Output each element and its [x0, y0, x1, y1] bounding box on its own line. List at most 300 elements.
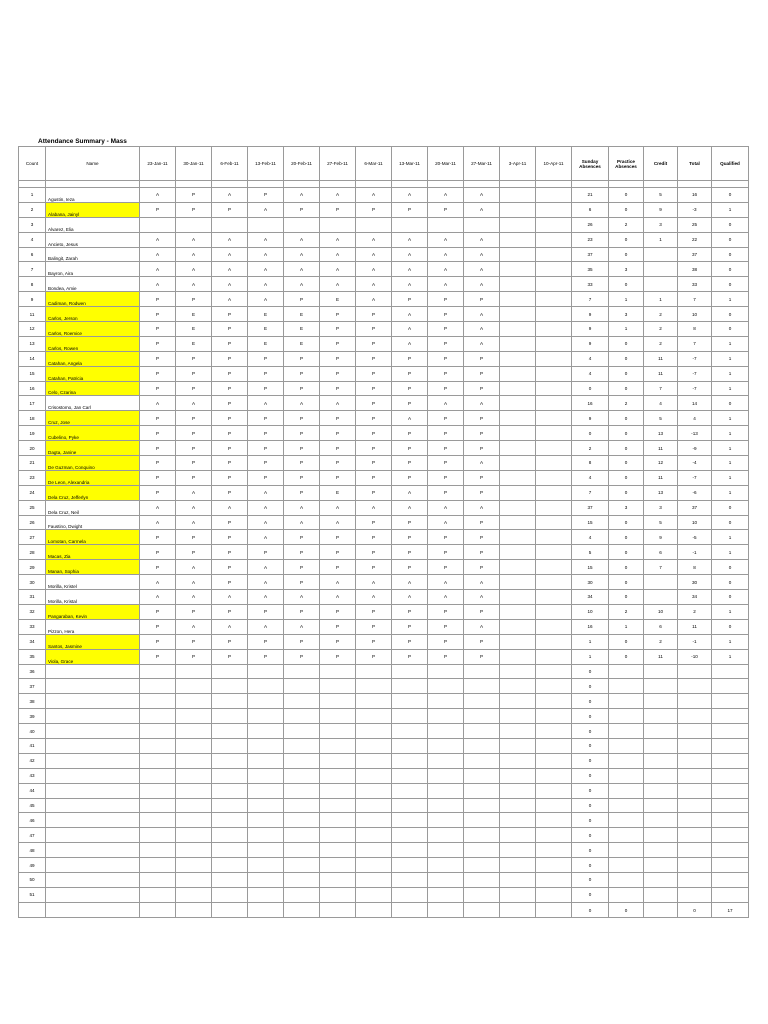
attendance-cell: [356, 798, 392, 813]
name-cell: Pizzon, Hera: [46, 619, 140, 634]
count-cell: 14: [19, 351, 46, 366]
count-cell: 25: [19, 500, 46, 515]
attendance-cell: A: [428, 500, 464, 515]
sunday-absences-cell: 0: [572, 768, 609, 783]
count-cell: 1: [19, 188, 46, 203]
name-cell: Alabana, Jainyl: [46, 202, 140, 217]
attendance-cell: [320, 843, 356, 858]
qualified-cell: [712, 858, 749, 873]
attendance-cell: P: [392, 560, 428, 575]
attendance-cell: A: [464, 322, 500, 337]
attendance-cell: A: [176, 515, 212, 530]
attendance-cell: A: [428, 396, 464, 411]
attendance-cell: [140, 798, 176, 813]
attendance-cell: P: [392, 604, 428, 619]
qualified-cell: [712, 753, 749, 768]
empty-cell: [248, 902, 284, 918]
attendance-cell: A: [284, 188, 320, 203]
name-cell: [46, 783, 140, 798]
name-cell: Carlos, Roemice: [46, 322, 140, 337]
attendance-cell: A: [320, 262, 356, 277]
attendance-cell: [500, 738, 536, 753]
attendance-cell: P: [248, 366, 284, 381]
attendance-cell: [320, 694, 356, 709]
attendance-cell: [536, 530, 572, 545]
empty-cell: [19, 902, 46, 918]
attendance-cell: [212, 798, 248, 813]
attendance-cell: [428, 753, 464, 768]
total-cell: [678, 887, 712, 902]
table-row: [19, 828, 749, 843]
attendance-cell: [428, 828, 464, 843]
count-cell: 32: [19, 604, 46, 619]
practice-absences-cell: 0: [609, 441, 644, 456]
name-cell: Manan, Sophia: [46, 560, 140, 575]
attendance-cell: [212, 887, 248, 902]
attendance-cell: P: [176, 441, 212, 456]
attendance-cell: P: [284, 411, 320, 426]
credit-cell: 2: [644, 322, 678, 337]
attendance-cell: [536, 768, 572, 783]
attendance-cell: [464, 843, 500, 858]
attendance-cell: [500, 262, 536, 277]
table-row: [19, 396, 749, 411]
attendance-cell: P: [392, 202, 428, 217]
attendance-cell: A: [464, 336, 500, 351]
name-cell: Cadiman, Rodwen: [46, 292, 140, 307]
qualified-count: 17: [712, 902, 749, 918]
credit-cell: 9: [644, 530, 678, 545]
empty-cell: [284, 902, 320, 918]
attendance-cell: A: [320, 500, 356, 515]
attendance-cell: P: [428, 619, 464, 634]
attendance-cell: [536, 247, 572, 262]
table-row: [19, 202, 749, 217]
practice-absences-cell: 0: [609, 560, 644, 575]
attendance-cell: P: [356, 441, 392, 456]
attendance-cell: [464, 783, 500, 798]
attendance-cell: [212, 768, 248, 783]
attendance-cell: [284, 783, 320, 798]
attendance-cell: [464, 679, 500, 694]
sunday-absences-cell: 0: [572, 709, 609, 724]
attendance-cell: A: [176, 485, 212, 500]
attendance-cell: P: [464, 426, 500, 441]
credit-cell: [644, 843, 678, 858]
attendance-cell: P: [140, 336, 176, 351]
attendance-cell: [248, 694, 284, 709]
qualified-cell: 1: [712, 426, 749, 441]
attendance-cell: P: [284, 202, 320, 217]
attendance-cell: [464, 753, 500, 768]
attendance-cell: P: [356, 456, 392, 471]
attendance-cell: P: [176, 649, 212, 664]
attendance-cell: A: [212, 619, 248, 634]
attendance-cell: P: [284, 604, 320, 619]
attendance-cell: P: [140, 619, 176, 634]
count-cell: 31: [19, 590, 46, 605]
count-cell: 36: [19, 664, 46, 679]
name-cell: [46, 664, 140, 679]
count-cell: 16: [19, 381, 46, 396]
attendance-cell: A: [428, 247, 464, 262]
name-cell: Carlos, Rowen: [46, 336, 140, 351]
attendance-cell: [392, 753, 428, 768]
practice-absences-cell: 1: [609, 322, 644, 337]
attendance-cell: [356, 738, 392, 753]
attendance-cell: [500, 500, 536, 515]
credit-total: [644, 902, 678, 918]
attendance-cell: P: [320, 470, 356, 485]
credit-cell: 11: [644, 441, 678, 456]
attendance-cell: [176, 813, 212, 828]
table-row: [19, 530, 749, 545]
attendance-cell: [320, 887, 356, 902]
empty-cell: [500, 902, 536, 918]
attendance-cell: P: [392, 619, 428, 634]
attendance-cell: [536, 515, 572, 530]
attendance-cell: [320, 783, 356, 798]
empty-cell: [644, 181, 678, 188]
attendance-cell: P: [356, 485, 392, 500]
attendance-cell: [536, 262, 572, 277]
attendance-cell: A: [464, 619, 500, 634]
attendance-cell: [464, 664, 500, 679]
sunday-absences-cell: 0: [572, 724, 609, 739]
attendance-cell: A: [392, 277, 428, 292]
attendance-cell: [284, 828, 320, 843]
practice-absences-cell: [609, 694, 644, 709]
count-cell: 45: [19, 798, 46, 813]
credit-cell: [644, 590, 678, 605]
practice-absences-cell: 0: [609, 545, 644, 560]
attendance-cell: P: [392, 530, 428, 545]
name-cell: Bondea, Amie: [46, 277, 140, 292]
attendance-cell: A: [284, 247, 320, 262]
attendance-cell: [248, 887, 284, 902]
attendance-cell: [356, 768, 392, 783]
attendance-cell: [536, 604, 572, 619]
attendance-cell: P: [320, 545, 356, 560]
empty-cell: [464, 902, 500, 918]
attendance-cell: P: [212, 530, 248, 545]
attendance-cell: [464, 858, 500, 873]
attendance-cell: [536, 694, 572, 709]
attendance-cell: [248, 753, 284, 768]
practice-absences-cell: 0: [609, 515, 644, 530]
attendance-cell: E: [284, 336, 320, 351]
attendance-cell: A: [176, 619, 212, 634]
attendance-cell: [356, 694, 392, 709]
practice-absences-cell: 0: [609, 456, 644, 471]
practice-absences-cell: 0: [609, 470, 644, 485]
attendance-cell: E: [320, 292, 356, 307]
sunday-absences-cell: 0: [572, 381, 609, 396]
name-cell: [46, 679, 140, 694]
attendance-cell: A: [284, 500, 320, 515]
column-header: 20-Feb-11: [284, 147, 320, 181]
table-row: [19, 694, 749, 709]
attendance-cell: A: [392, 262, 428, 277]
sunday-absences-cell: 1: [572, 634, 609, 649]
attendance-cell: P: [428, 470, 464, 485]
count-cell: 18: [19, 411, 46, 426]
attendance-cell: [464, 768, 500, 783]
attendance-cell: [284, 872, 320, 887]
practice-absences-cell: 0: [609, 590, 644, 605]
credit-cell: 11: [644, 470, 678, 485]
attendance-cell: [248, 679, 284, 694]
attendance-cell: [536, 366, 572, 381]
attendance-cell: [536, 307, 572, 322]
credit-cell: 2: [644, 336, 678, 351]
sunday-absences-cell: 33: [572, 277, 609, 292]
credit-cell: 6: [644, 619, 678, 634]
attendance-cell: [320, 858, 356, 873]
attendance-cell: [464, 798, 500, 813]
attendance-cell: A: [356, 590, 392, 605]
total-cell: 14: [678, 396, 712, 411]
attendance-cell: [428, 664, 464, 679]
total-cell: -3: [678, 202, 712, 217]
attendance-cell: P: [356, 411, 392, 426]
practice-absences-cell: 2: [609, 217, 644, 232]
empty-cell: [678, 181, 712, 188]
attendance-cell: A: [176, 232, 212, 247]
attendance-cell: P: [284, 456, 320, 471]
attendance-cell: P: [140, 485, 176, 500]
attendance-cell: A: [464, 456, 500, 471]
attendance-cell: [176, 679, 212, 694]
qualified-cell: 1: [712, 530, 749, 545]
table-row: [19, 783, 749, 798]
sunday-absences-cell: 34: [572, 590, 609, 605]
practice-absences-cell: [609, 709, 644, 724]
attendance-cell: P: [428, 292, 464, 307]
table-row: [19, 485, 749, 500]
attendance-cell: [500, 232, 536, 247]
attendance-cell: A: [356, 277, 392, 292]
attendance-cell: P: [140, 366, 176, 381]
attendance-cell: P: [176, 634, 212, 649]
table-row: [19, 619, 749, 634]
attendance-cell: [500, 336, 536, 351]
attendance-cell: [320, 828, 356, 843]
attendance-cell: P: [140, 545, 176, 560]
attendance-cell: [464, 217, 500, 232]
attendance-cell: A: [140, 500, 176, 515]
credit-cell: 1: [644, 292, 678, 307]
sunday-absences-cell: 9: [572, 336, 609, 351]
count-cell: 33: [19, 619, 46, 634]
empty-cell: [428, 902, 464, 918]
qualified-cell: 1: [712, 604, 749, 619]
attendance-cell: P: [464, 441, 500, 456]
attendance-cell: A: [464, 202, 500, 217]
attendance-cell: [320, 768, 356, 783]
attendance-cell: E: [176, 336, 212, 351]
attendance-cell: [500, 307, 536, 322]
qualified-cell: 0: [712, 322, 749, 337]
attendance-cell: [284, 694, 320, 709]
attendance-cell: [392, 664, 428, 679]
sunday-absences-cell: 0: [572, 858, 609, 873]
attendance-cell: [500, 530, 536, 545]
name-cell: De Guzman, Conquino: [46, 456, 140, 471]
attendance-cell: A: [212, 277, 248, 292]
qualified-cell: [712, 664, 749, 679]
attendance-cell: A: [356, 292, 392, 307]
attendance-cell: P: [284, 441, 320, 456]
attendance-cell: [284, 724, 320, 739]
attendance-cell: [140, 828, 176, 843]
attendance-cell: [500, 247, 536, 262]
attendance-cell: P: [356, 322, 392, 337]
attendance-cell: [536, 590, 572, 605]
attendance-cell: [500, 768, 536, 783]
attendance-cell: P: [392, 441, 428, 456]
qualified-cell: 1: [712, 351, 749, 366]
empty-cell: [320, 181, 356, 188]
attendance-cell: P: [464, 634, 500, 649]
attendance-cell: [392, 843, 428, 858]
qualified-cell: [712, 843, 749, 858]
column-header: Sunday Absences: [572, 147, 609, 181]
sunday-absences-cell: 15: [572, 560, 609, 575]
total-cell: -9: [678, 441, 712, 456]
table-row: [19, 217, 749, 232]
attendance-cell: A: [320, 232, 356, 247]
sunday-absences-cell: 0: [572, 798, 609, 813]
attendance-cell: A: [464, 307, 500, 322]
attendance-cell: [392, 887, 428, 902]
qualified-cell: 0: [712, 262, 749, 277]
attendance-cell: P: [176, 202, 212, 217]
column-header: 30-Jan-11: [176, 147, 212, 181]
empty-cell: [392, 181, 428, 188]
attendance-cell: [536, 798, 572, 813]
name-cell: De Leon, Alexandria: [46, 470, 140, 485]
attendance-cell: P: [212, 202, 248, 217]
sunday-absences-cell: 35: [572, 262, 609, 277]
attendance-cell: P: [176, 530, 212, 545]
attendance-cell: P: [176, 366, 212, 381]
sheet-title: Attendance Summary - Mass: [38, 138, 127, 145]
attendance-cell: A: [248, 590, 284, 605]
attendance-cell: P: [428, 366, 464, 381]
totals-row: [19, 902, 749, 918]
table-row: [19, 843, 749, 858]
credit-cell: 13: [644, 426, 678, 441]
attendance-cell: [500, 664, 536, 679]
column-header: 10-Apr-11: [536, 147, 572, 181]
name-cell: Alvarez, Elia: [46, 217, 140, 232]
qualified-cell: 1: [712, 634, 749, 649]
attendance-cell: A: [176, 560, 212, 575]
practice-absences-cell: 0: [609, 530, 644, 545]
total-cell: 11: [678, 619, 712, 634]
practice-absences-cell: 1: [609, 619, 644, 634]
attendance-cell: P: [428, 634, 464, 649]
attendance-cell: [428, 217, 464, 232]
attendance-cell: P: [212, 456, 248, 471]
attendance-cell: [140, 858, 176, 873]
count-cell: 13: [19, 336, 46, 351]
attendance-cell: [356, 828, 392, 843]
attendance-cell: P: [464, 411, 500, 426]
attendance-cell: P: [284, 530, 320, 545]
attendance-cell: P: [320, 336, 356, 351]
attendance-cell: P: [428, 381, 464, 396]
attendance-cell: A: [392, 575, 428, 590]
credit-cell: [644, 694, 678, 709]
attendance-cell: [500, 381, 536, 396]
attendance-cell: [320, 753, 356, 768]
qualified-cell: [712, 798, 749, 813]
attendance-cell: P: [284, 649, 320, 664]
attendance-cell: [428, 724, 464, 739]
table-row: [19, 426, 749, 441]
empty-cell: [464, 181, 500, 188]
count-cell: 27: [19, 530, 46, 545]
credit-cell: 3: [644, 500, 678, 515]
sunday-absences-cell: 0: [572, 872, 609, 887]
name-cell: Ancieto, Jesus: [46, 232, 140, 247]
attendance-cell: [536, 634, 572, 649]
practice-absences-cell: 0: [609, 575, 644, 590]
total-cell: -7: [678, 470, 712, 485]
attendance-cell: [356, 887, 392, 902]
total-cell: -7: [678, 381, 712, 396]
attendance-cell: P: [176, 351, 212, 366]
attendance-cell: A: [176, 500, 212, 515]
qualified-cell: 0: [712, 575, 749, 590]
attendance-cell: P: [392, 634, 428, 649]
attendance-cell: [140, 768, 176, 783]
empty-cell: [140, 902, 176, 918]
column-header: Credit: [644, 147, 678, 181]
attendance-cell: [536, 396, 572, 411]
count-cell: 44: [19, 783, 46, 798]
qualified-cell: [712, 768, 749, 783]
attendance-cell: [500, 813, 536, 828]
practice-absences-cell: [609, 828, 644, 843]
total-cell: -13: [678, 426, 712, 441]
name-cell: Catahan, Angela: [46, 351, 140, 366]
sunday-absences-cell: 9: [572, 307, 609, 322]
total-cell: [678, 679, 712, 694]
table-row: [19, 872, 749, 887]
attendance-cell: [248, 738, 284, 753]
attendance-cell: A: [392, 188, 428, 203]
practice-absences-cell: 3: [609, 500, 644, 515]
sunday-absences-cell: 30: [572, 575, 609, 590]
credit-cell: [644, 247, 678, 262]
sunday-absences-cell: 21: [572, 188, 609, 203]
attendance-cell: P: [212, 470, 248, 485]
attendance-cell: P: [248, 604, 284, 619]
attendance-cell: P: [248, 470, 284, 485]
attendance-cell: [500, 843, 536, 858]
sunday-absences-cell: 16: [572, 396, 609, 411]
attendance-cell: [536, 188, 572, 203]
attendance-cell: A: [320, 188, 356, 203]
attendance-cell: P: [212, 545, 248, 560]
attendance-cell: A: [284, 262, 320, 277]
attendance-cell: P: [320, 649, 356, 664]
attendance-cell: P: [320, 426, 356, 441]
attendance-cell: [500, 634, 536, 649]
